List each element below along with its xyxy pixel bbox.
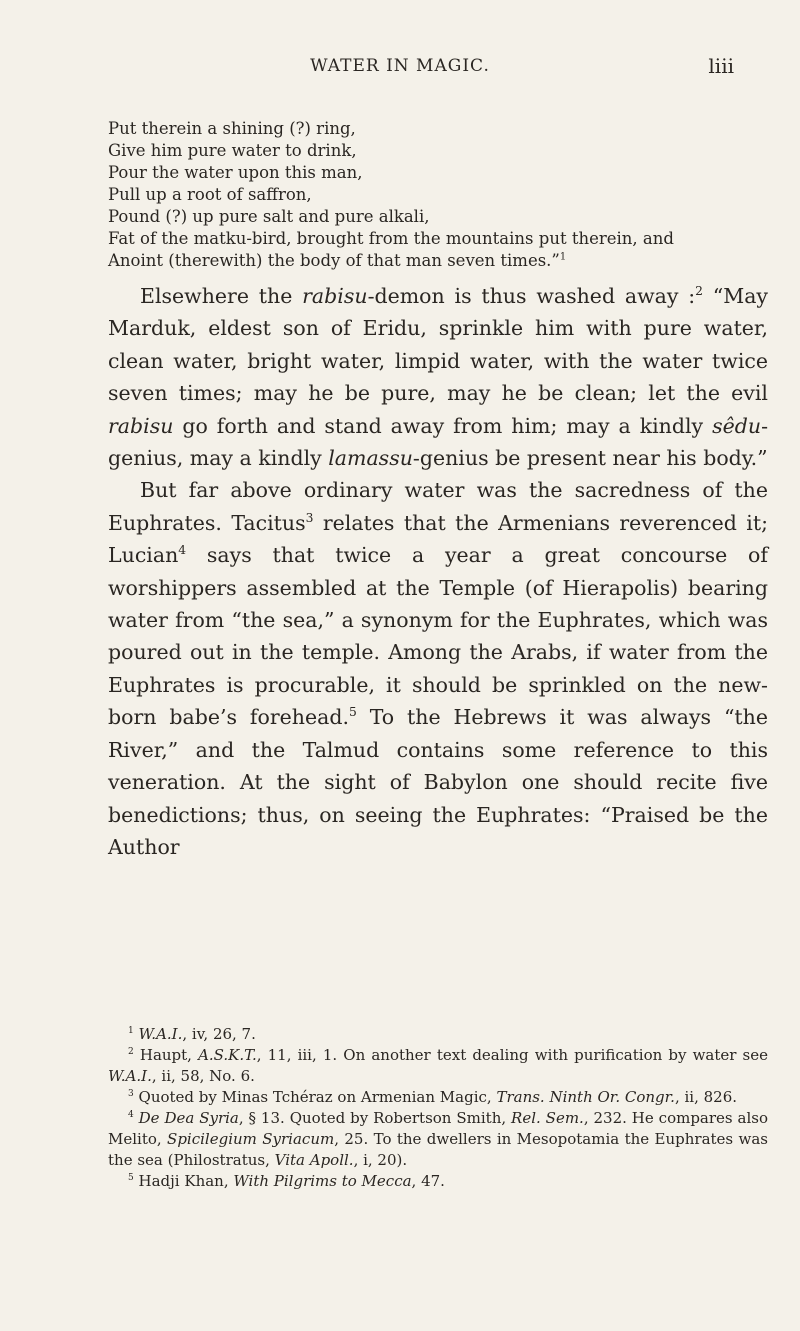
main-text bbox=[108, 280, 768, 863]
italic-term: Spicilegium Syriacum bbox=[167, 1130, 335, 1148]
text: Quoted by Minas Tchéraz on Armenian Magic, bbox=[138, 1088, 497, 1106]
note-ref: 1 bbox=[559, 251, 567, 263]
page-number: liii bbox=[708, 54, 734, 78]
text: , § 13. Quoted by Robertson Smith, bbox=[238, 1109, 512, 1127]
italic-term: W.A.I. bbox=[108, 1067, 152, 1085]
page-header bbox=[0, 52, 800, 92]
footnote-number: 1 bbox=[128, 1026, 134, 1036]
text: , i, 20). bbox=[353, 1151, 408, 1169]
text: , ii, 826. bbox=[674, 1088, 738, 1106]
footnotes bbox=[108, 1024, 768, 1192]
text: , iv, 26, 7. bbox=[182, 1025, 256, 1043]
italic-term: A.S.K.T. bbox=[198, 1046, 257, 1064]
italic-term: Trans. Ninth Or. Congr. bbox=[496, 1088, 675, 1106]
text: relates that the Armenians reverenced it; Lucian bbox=[108, 510, 768, 568]
footnote-number: 3 bbox=[128, 1089, 134, 1099]
footnote bbox=[108, 1108, 768, 1171]
footnote-number: 5 bbox=[128, 1173, 134, 1183]
text: , 232. He compares also Melito, bbox=[108, 1109, 768, 1148]
incantation-verse bbox=[108, 118, 768, 272]
note-ref: 4 bbox=[178, 543, 187, 558]
note-ref: 2 bbox=[695, 284, 703, 299]
paragraph bbox=[108, 280, 768, 474]
italic-term: Vita Apoll. bbox=[274, 1151, 354, 1169]
italic-term: sêdu bbox=[712, 413, 762, 438]
text: “May Marduk, eldest son of Eridu, sprinkle him with pure water, clean water, bright water, limpid water, with the water twice seven times; may he be pure, may he be clean; let the evil bbox=[108, 284, 768, 406]
text: -demon is thus washed away : bbox=[367, 284, 696, 308]
text: Haupt, bbox=[139, 1046, 199, 1064]
verse-line: Pour the water upon this man, bbox=[108, 163, 363, 182]
italic-term: De Dea Syria bbox=[138, 1109, 239, 1127]
footnote-number: 4 bbox=[128, 1110, 134, 1120]
verse-line bbox=[108, 250, 768, 272]
footnote-number: 2 bbox=[128, 1047, 134, 1057]
verse-line-text: Anoint (therewith) the body of that man seven times.” bbox=[108, 251, 560, 270]
text: , 47. bbox=[411, 1172, 445, 1190]
text: But far above ordinary water was the sacredness of the Euphrates. Tacitus bbox=[108, 478, 768, 535]
verse-line: Put therein a shining (?) ring, bbox=[108, 119, 356, 138]
italic-term: W.A.I. bbox=[138, 1025, 183, 1043]
italic-term: rabisu bbox=[302, 284, 368, 308]
text: -genius, may a kindly bbox=[108, 413, 768, 471]
text: -genius be present near his body.” bbox=[412, 446, 768, 471]
verse-line: Pound (?) up pure salt and pure alkali, bbox=[108, 207, 430, 226]
text: To the Hebrews it was always “the River,” and the Talmud contains some reference to this veneration. At the sight of Babylon one should recite five benedictions; thus, on seeing the Euphrates: “Praised be the Author bbox=[108, 705, 768, 859]
text: Hadji Khan, bbox=[138, 1172, 234, 1190]
note-ref: 3 bbox=[305, 511, 314, 526]
running-head: WATER IN MAGIC. bbox=[310, 56, 490, 76]
text: Elsewhere the bbox=[140, 284, 303, 308]
text: , 25. To the dwellers in Mesopotamia the Euphrates was the sea (Philostratus, bbox=[108, 1130, 768, 1169]
note-ref: 5 bbox=[348, 705, 357, 720]
verse-line: Give him pure water to drink, bbox=[108, 141, 357, 160]
footnote bbox=[108, 1024, 768, 1045]
footnote bbox=[108, 1171, 768, 1192]
italic-term: rabisu bbox=[108, 413, 174, 438]
text: , ii, 58, No. 6. bbox=[151, 1067, 255, 1085]
text: says that twice a year a great concourse of worshippers assembled at the Temple (of Hierapolis) bearing water from “the sea,” a synonym for the Euphrates, which was poured out in the temple. Among the Arabs, if water from the Euphrates is procurable, it should be sprinkled on the new-born babe’s forehead. bbox=[108, 543, 768, 730]
verse-line: Fat of the matku-bird, brought from the mountains put therein, and bbox=[108, 229, 674, 248]
paragraph bbox=[108, 474, 768, 863]
text: go forth and stand away from him; may a kindly bbox=[173, 413, 713, 438]
footnote bbox=[108, 1045, 768, 1087]
italic-term: lamassu bbox=[328, 446, 413, 471]
text: , 11, iii, 1. On another text dealing with purification by water see bbox=[256, 1046, 768, 1064]
italic-term: With Pilgrims to Mecca bbox=[233, 1172, 412, 1190]
italic-term: Rel. Sem. bbox=[511, 1109, 584, 1127]
verse-line: Pull up a root of saffron, bbox=[108, 185, 312, 204]
footnote bbox=[108, 1087, 768, 1108]
